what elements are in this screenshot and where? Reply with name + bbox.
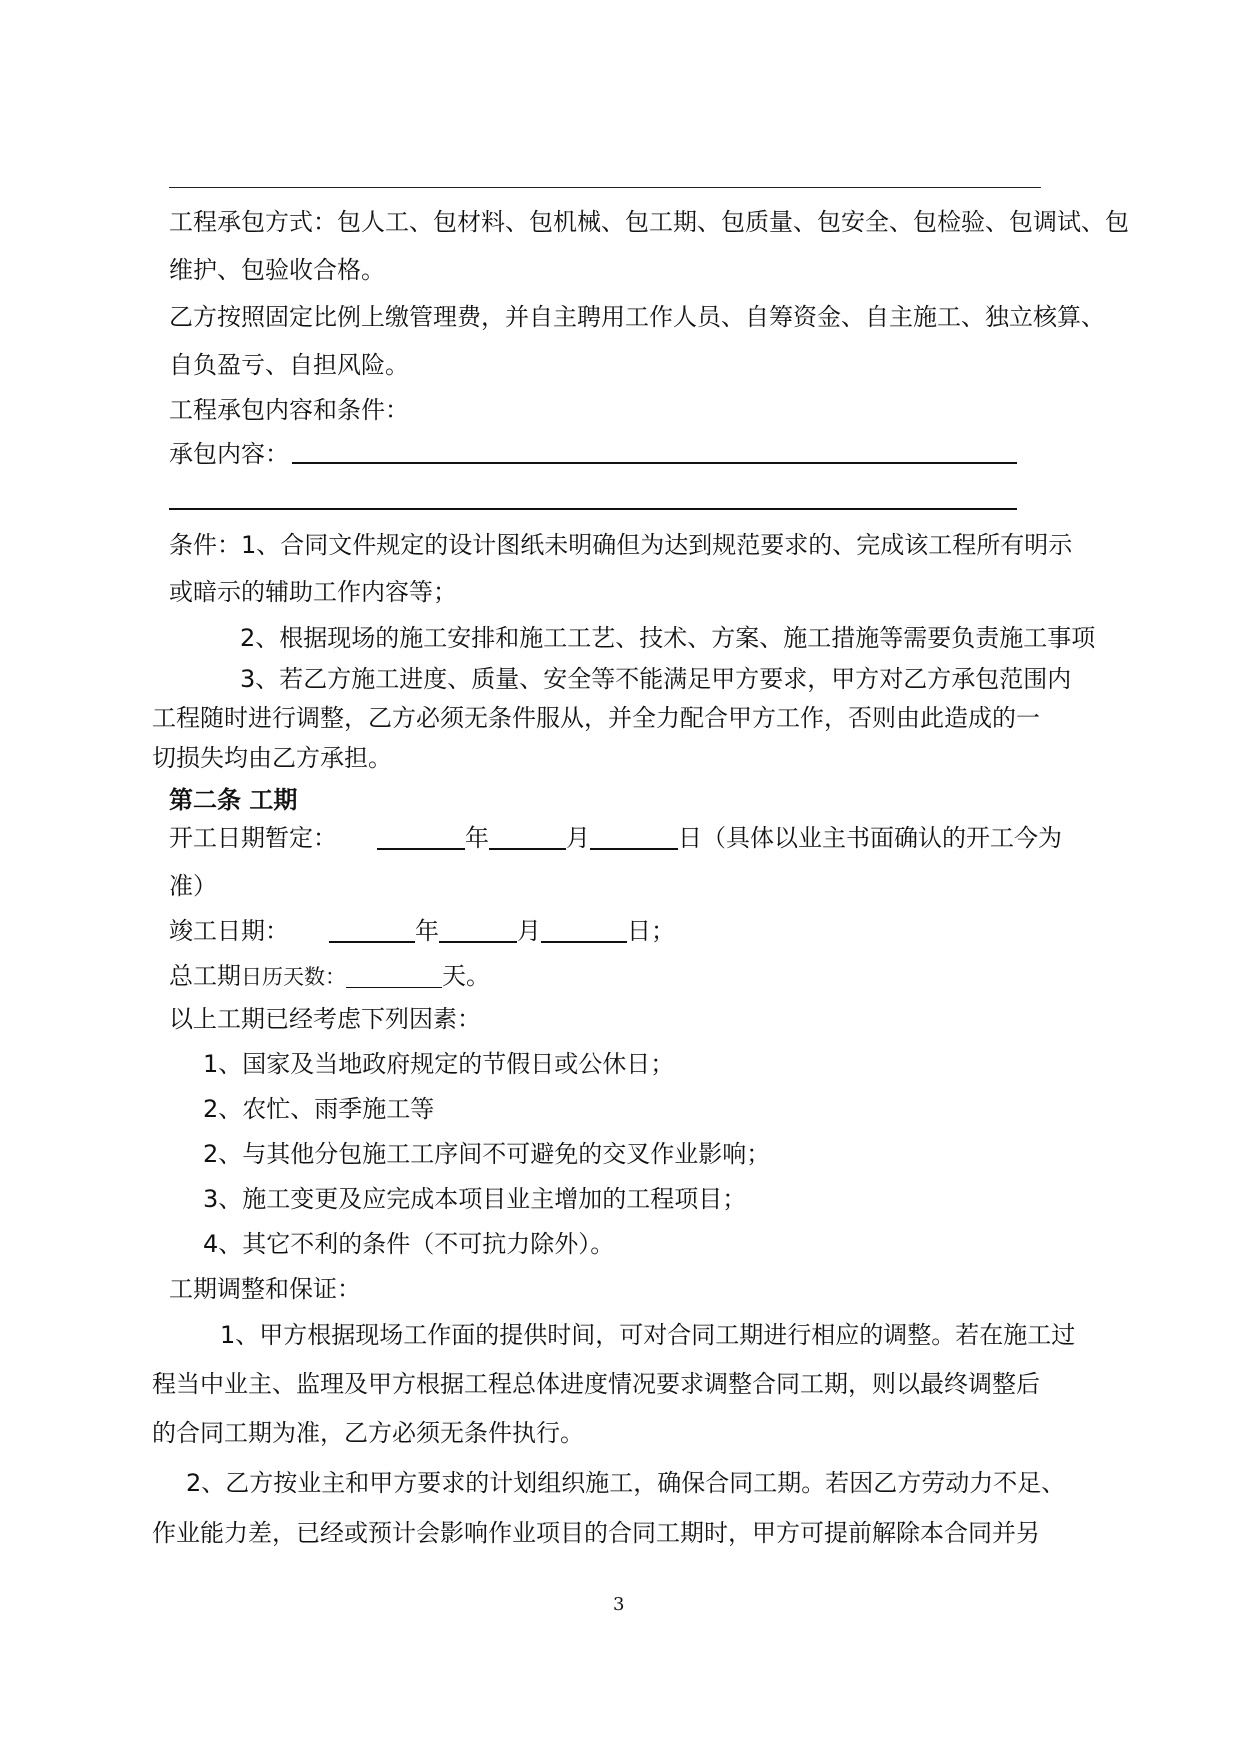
- condition3-line1: 3、若乙方施工进度、质量、安全等不能满足甲方要求，甲方对乙方承包范围内: [240, 665, 1072, 693]
- factor-item: 4、其它不利的条件（不可抗力除外）。: [203, 1230, 615, 1258]
- completion-date-label: 竣工日期：: [169, 917, 289, 945]
- end-month-label: 月: [517, 917, 541, 945]
- start-date-note-cont: 准）: [169, 872, 217, 900]
- top-rule: [169, 187, 1041, 188]
- contract-mode-line1: 工程承包方式：包人工、包材料、包机械、包工期、包质量、包安全、包检验、包调试、包: [169, 208, 1129, 236]
- factor-item: 3、施工变更及应完成本项目业主增加的工程项目；: [203, 1185, 747, 1213]
- factor-item: 2、与其他分包施工工序间不可避免的交叉作业影响；: [203, 1140, 771, 1168]
- end-year-blank: [329, 917, 415, 943]
- condition3-line2: 工程随时进行调整，乙方必须无条件服从，并全力配合甲方工作，否则由此造成的一: [152, 704, 1040, 732]
- content-blank-line2: [169, 508, 1017, 510]
- start-year-blank: [377, 824, 465, 850]
- end-day-label: 日；: [627, 917, 675, 945]
- mgmt-fee-line1: 乙方按照固定比例上缴管理费，并自主聘用工作人员、自筹资金、自主施工、独立核算、: [169, 303, 1105, 331]
- content-label: 承包内容：: [169, 440, 289, 468]
- adjust1-line3: 的合同工期为准，乙方必须无条件执行。: [152, 1419, 584, 1447]
- factor-item: 2、农忙、雨季施工等: [203, 1095, 435, 1123]
- start-date-note: （具体以业主书面确认的开工今为: [702, 824, 1062, 852]
- content-heading: 工程承包内容和条件：: [169, 396, 409, 424]
- condition1-line2: 或暗示的辅助工作内容等；: [169, 578, 457, 606]
- condition1-line1: 条件：1、合同文件规定的设计图纸未明确但为达到规范要求的、完成该工程所有明示: [169, 531, 1073, 559]
- total-label-a: 总工期: [169, 962, 241, 990]
- factors-heading: 以上工期已经考虑下列因素：: [169, 1005, 481, 1033]
- condition3-line3: 切损失均由乙方承担。: [152, 744, 392, 772]
- start-day-blank: [590, 824, 678, 850]
- adjust1-line1: 1、甲方根据现场工作面的提供时间，可对合同工期进行相应的调整。若在施工过: [220, 1321, 1076, 1349]
- page-number: 3: [613, 1594, 625, 1615]
- start-month-blank: [489, 824, 566, 850]
- start-date-label: 开工日期暂定：: [169, 824, 337, 852]
- mgmt-fee-line2: 自负盈亏、自担风险。: [169, 351, 409, 379]
- factor-item: 1、国家及当地政府规定的节假日或公休日；: [203, 1050, 675, 1078]
- content-blank-line1: [292, 462, 1017, 464]
- contract-mode-line2: 维护、包验收合格。: [169, 256, 385, 284]
- start-day-label: 日: [678, 824, 702, 852]
- adjust1-line2: 程当中业主、监理及甲方根据工程总体进度情况要求调整合同工期，则以最终调整后: [152, 1370, 1040, 1398]
- adjust-heading: 工期调整和保证：: [169, 1275, 361, 1303]
- start-year-label: 年: [465, 824, 489, 852]
- start-month-label: 月: [566, 824, 590, 852]
- adjust2-line2: 作业能力差，已经或预计会影响作业项目的合同工期时，甲方可提前解除本合同并另: [152, 1519, 1040, 1547]
- total-days-blank: [346, 963, 442, 988]
- completion-date-line: [169, 914, 675, 948]
- adjust2-line1: 2、乙方按业主和甲方要求的计划组织施工，确保合同工期。若因乙方劳动力不足、: [186, 1469, 1066, 1497]
- start-date-line: [169, 821, 1062, 855]
- total-label-b: 日历天数：: [241, 965, 346, 989]
- article2-heading: 第二条 工期: [169, 786, 298, 814]
- end-month-blank: [439, 917, 517, 943]
- total-days-line: [169, 959, 490, 994]
- total-days-unit: 天。: [442, 962, 490, 990]
- end-day-blank: [541, 917, 627, 943]
- condition2: 2、根据现场的施工安排和施工工艺、技术、方案、施工措施等需要负责施工事项: [240, 624, 1096, 652]
- end-year-label: 年: [415, 917, 439, 945]
